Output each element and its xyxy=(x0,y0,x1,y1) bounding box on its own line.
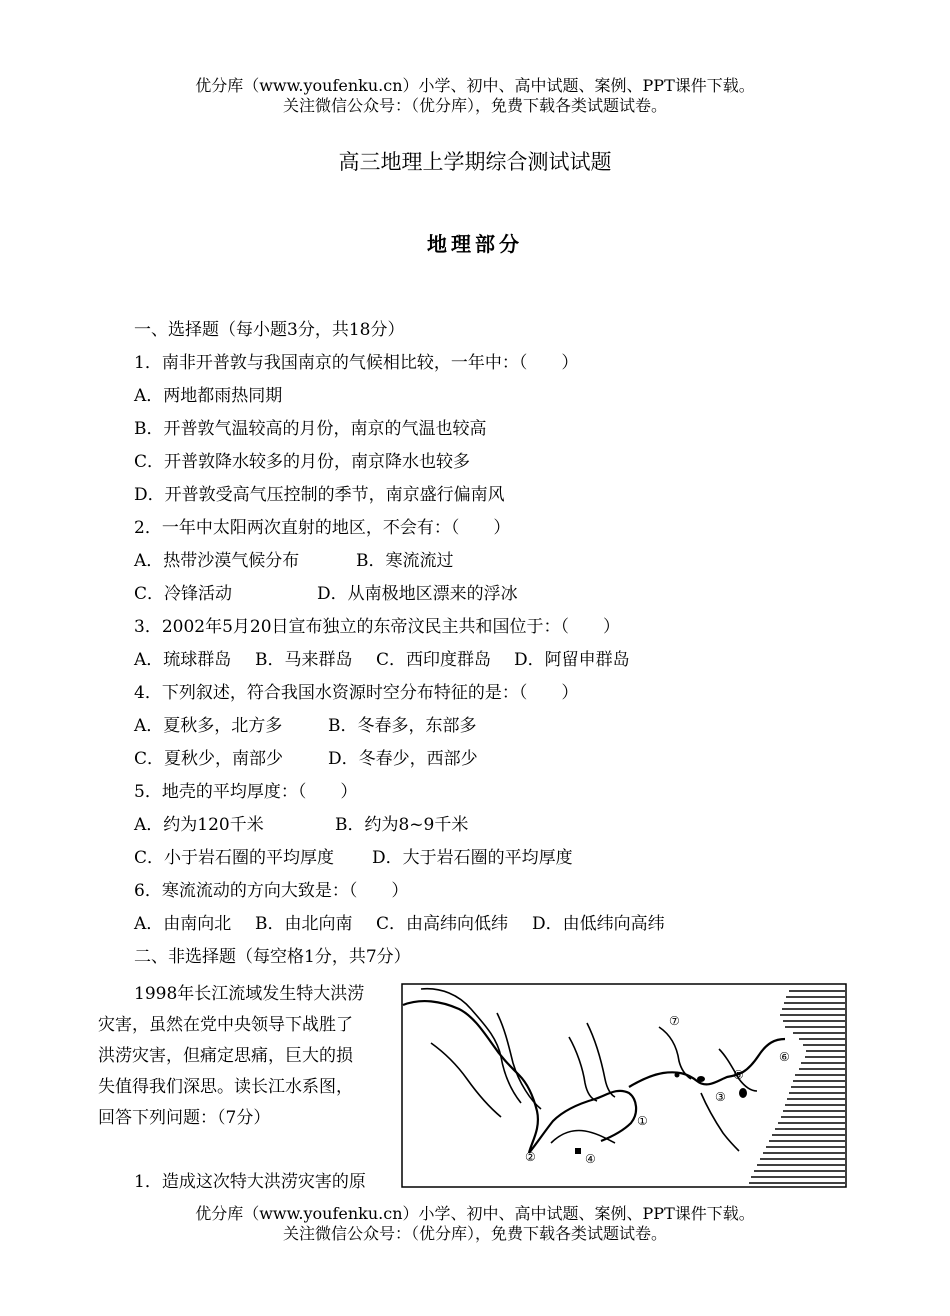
section-subtitle: 地理部分 xyxy=(427,232,523,256)
map-label-7: ⑦ xyxy=(669,1014,680,1028)
passage-line-4: 失值得我们深思。读长江水系图， xyxy=(98,1077,353,1097)
map-label-4: ④ xyxy=(585,1152,596,1166)
q3-option-c: C．西印度群岛 xyxy=(376,650,492,670)
section-1-heading: 一、选择题（每小题3分，共18分） xyxy=(134,320,405,340)
map-label-3: ③ xyxy=(715,1090,726,1104)
q1-option-b: B．开普敦气温较高的月份，南京的气温也较高 xyxy=(134,419,487,439)
q4-stem: 4．下列叙述，符合我国水资源时空分布特征的是：（ ） xyxy=(134,683,579,703)
q1-option-a: A．两地都雨热同期 xyxy=(134,386,283,406)
passage-line-3: 洪涝灾害，但痛定思痛，巨大的损 xyxy=(98,1046,353,1066)
q6-option-c: C．由高纬向低纬 xyxy=(376,914,509,934)
q6-option-b: B．由北向南 xyxy=(255,914,353,934)
q1-option-d: D．开普敦受高气压控制的季节，南京盛行偏南风 xyxy=(134,485,505,505)
footer-line-1: 优分库（www.youfenku.cn）小学、初中、高中试题、案例、PPT课件下载。 xyxy=(195,1204,755,1223)
q5-option-c: C．小于岩石圈的平均厚度 xyxy=(134,848,335,868)
city-marker xyxy=(575,1148,581,1154)
map-label-5: ⑤ xyxy=(733,1068,744,1082)
q3-option-d: D．阿留申群岛 xyxy=(514,650,630,670)
map-label-6: ⑥ xyxy=(779,1050,790,1064)
q5-option-d: D．大于岩石圈的平均厚度 xyxy=(372,848,573,868)
q3-option-a: A．琉球群岛 xyxy=(134,650,232,670)
passage-line-1: 1998年长江流域发生特大洪涝 xyxy=(134,984,365,1004)
q1-option-c: C．开普敦降水较多的月份，南京降水也较多 xyxy=(134,452,471,472)
lake-marker xyxy=(739,1088,747,1098)
passage-line-2: 灾害，虽然在党中央领导下战胜了 xyxy=(98,1015,353,1035)
lake-marker xyxy=(697,1076,705,1082)
q4-option-b: B．冬春多，东部多 xyxy=(328,716,477,736)
city-marker xyxy=(675,1073,680,1078)
q5-option-a: A．约为120千米 xyxy=(134,815,264,835)
q2-option-b: B．寒流流过 xyxy=(356,551,454,571)
page-title: 高三地理上学期综合测试试题 xyxy=(338,150,612,174)
q3-option-b: B．马来群岛 xyxy=(255,650,353,670)
map-label-2: ② xyxy=(525,1150,536,1164)
q6-option-a: A．由南向北 xyxy=(134,914,232,934)
footer-line-2: 关注微信公众号：（优分库），免费下载各类试题试卷。 xyxy=(282,1224,667,1243)
question-2-1: 1．造成这次特大洪涝灾害的原 xyxy=(134,1172,366,1192)
section-2-heading: 二、非选择题（每空格1分，共7分） xyxy=(134,947,411,967)
q2-stem: 2．一年中太阳两次直射的地区，不会有：（ ） xyxy=(134,518,511,538)
q3-stem: 3．2002年5月20日宣布独立的东帝汶民主共和国位于：（ ） xyxy=(134,617,621,637)
q5-option-b: B．约为8~9千米 xyxy=(335,815,469,835)
passage-line-5: 回答下列问题：（7分） xyxy=(98,1108,271,1128)
q5-stem: 5．地壳的平均厚度：（ ） xyxy=(134,782,358,802)
q4-option-d: D．冬春少，西部少 xyxy=(328,749,478,769)
q6-option-d: D．由低纬向高纬 xyxy=(532,914,665,934)
q4-option-c: C．夏秋少，南部少 xyxy=(134,749,284,769)
q4-option-a: A．夏秋多，北方多 xyxy=(134,716,283,736)
q6-stem: 6．寒流流动的方向大致是：（ ） xyxy=(134,881,409,901)
q1-stem: 1．南非开普敦与我国南京的气候相比较，一年中：（ ） xyxy=(134,353,579,373)
header-line-1: 优分库（www.youfenku.cn）小学、初中、高中试题、案例、PPT课件下载。 xyxy=(195,76,755,95)
header-line-2: 关注微信公众号：（优分库），免费下载各类试题试卷。 xyxy=(282,96,667,115)
q2-option-d: D．从南极地区漂来的浮冰 xyxy=(317,584,518,604)
q2-option-c: C．冷锋活动 xyxy=(134,584,233,604)
yangtze-river-map xyxy=(401,983,847,1188)
map-label-1: ① xyxy=(637,1114,648,1128)
q2-option-a: A．热带沙漠气候分布 xyxy=(134,551,300,571)
